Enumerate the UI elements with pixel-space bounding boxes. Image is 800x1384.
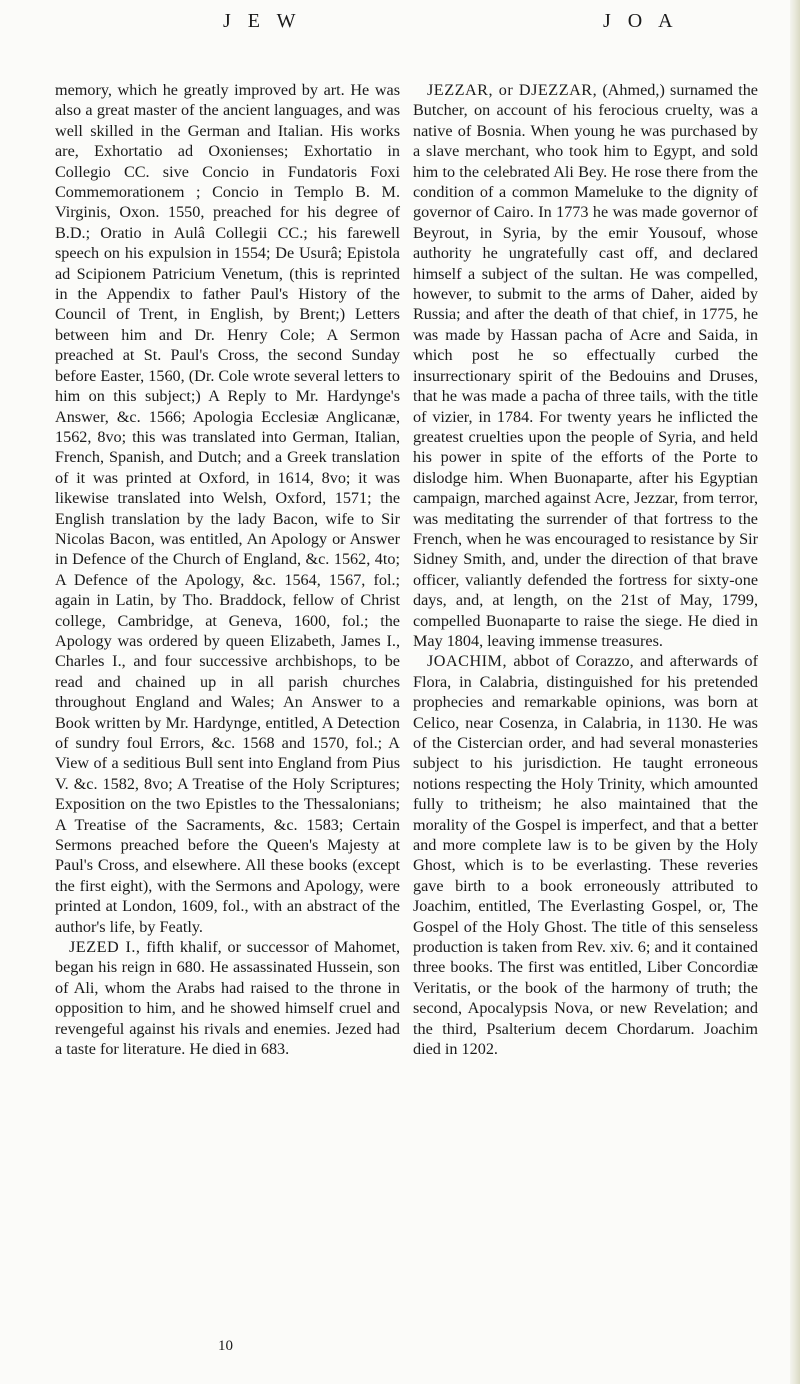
running-head-right: J O A	[603, 10, 679, 32]
entry-jezzar-text: (Ahmed,) surnamed the Butcher, on account of his ferocious cruelty, was a native of Bosnia. When young he was purchased by a slave merchant, who took him to Egypt, and sold him to the celebrated Ali Bey. He rose there from the condition of a common Mameluke to the dignity of governor of Cairo. In 1773 he was made governor of Beyrout, in Syria, by the emir Yousouf, whose authority he ungratefully cast off, and declared himself a subject of the sultan. He was compelled, however, to submit to the arms of Daher, aided by Russia; and after the death of that chief, in 1775, he was made by Hassan pacha of Acre and Saida, in which post he so effectually curbed the insurrectionary spirit of the Bedouins and Druses, that he was made a pacha of three tails, with the title of vizier, in 1784. For twenty years he inflicted the greatest cruelties upon the people of Syria, and held his power in spite of the efforts of the Porte to dislodge him. When Buonaparte, after his Egyptian campaign, marched against Acre, Jezzar, from terror, was meditating the surrender of that fortress to the French, when he was encouraged to resistance by Sir Sidney Smith, and, under the direction of that brave officer, valiantly defended the fortress for sixty-one days, and, at length, on the 21st of May, 1799, compelled Buonaparte to raise the siege. He died in May 1804, leaving immense treasures.	[413, 81, 758, 650]
jewel-entry-continuation: memory, which he greatly improved by art. He was also a great master of the ancient languages, and was well skilled in the German and Italian. His works are, Exhortatio ad Oxonienses; Exhortatio in Collegio CC. sive Concio in Fundatoris Foxi Commemorationem ; Concio in Templo B. M. Virginis, Oxon. 1550, preached for his degree of B.D.; Oratio in Aulâ Collegii CC.; his farewell speech on his expulsion in 1554; De Usurâ; Epistola ad Scipionem Patricium Venetum, (this is reprinted in the Appendix to father Paul's History of the Council of Trent, in English, by Brent;) Letters between him and Dr. Henry Cole; A Sermon preached at St. Paul's Cross, the second Sunday before Easter, 1560, (Dr. Cole wrote several letters to him on this subject;) A Reply to Mr. Hardynge's Answer, &c. 1566; Apologia Ecclesiæ Anglicanæ, 1562, 8vo; this was translated into German, Italian, French, Spanish, and Dutch; and a Greek translation of it was printed at Oxford, in 1614, 8vo; it was likewise translated into Welsh, Oxford, 1571; the English translation by the lady Bacon, wife to Sir Nicolas Bacon, was entitled, An Apology or Answer in Defence of the Church of England, &c. 1562, 4to; A Defence of the Apology, &c. 1564, 1567, fol.; again in Latin, by Tho. Braddock, fellow of Christ college, Cambridge, at Geneva, 1600, fol.; the Apology was ordered by queen Elizabeth, James I., Charles I., and four successive archbishops, to be read and chained up in all parish churches throughout England and Wales; An Answer to a Book written by Mr. Hardynge, entitled, A Detection of sundry foul Errors, &c. 1568 and 1570, fol.; A View of a seditious Bull sent into England from Pius V. &c. 1582, 8vo; A Treatise of the Holy Scriptures; Exposition on the two Epistles to the Thessalonians; A Treatise of the Sacraments, &c. 1583; Certain Sermons preached before the Queen's Majesty at Paul's Cross, and elsewhere. All these books (except the first eight), with the Sermons and Apology, were printed at London, 1609, fol., with an abstract of the author's life, by Featly.	[55, 81, 401, 936]
right-column	[413, 80, 758, 1060]
entry-jezzar	[413, 80, 758, 651]
entry-joachim-text: abbot of Corazzo, and afterwards of Flora, in Calabria, distinguished for his pretended prophecies and remarkable opinions, was born at Celico, near Cosenza, in Calabria, in 1130. He was of the Cistercian order, and had several monasteries subject to his jurisdiction. He taught erroneous notions respecting the Holy Trinity, which amounted fully to tritheism; he also maintained that the morality of the Gospel is imperfect, and that a better and more complete law is to be given by the Holy Ghost, which is to be everlasting. These reveries gave birth to a book erroneously attributed to Joachim, entitled, The Everlasting Gospel, or, The Gospel of the Holy Ghost. The title of this senseless production is taken from Rev. xiv. 6; and it contained three books. The first was entitled, Liber Concordiæ Veritatis, or the book of the harmony of truth; the second, Apocalypsis Nova, or new Revelation; and the third, Psalterium decem Chordarum. Joachim died in 1202.	[413, 652, 758, 1059]
left-column	[55, 80, 400, 1060]
running-head-left: J E W	[223, 10, 302, 32]
page-number: 10	[218, 1338, 233, 1354]
entry-joachim	[413, 651, 758, 1059]
entry-jezed-text: fifth khalif, or successor of Mahomet, began his reign in 680. He assassinated Hussein, son of Ali, whom the Arabs had raised to the throne in opposition to him, and he showed himself cruel and revengeful against his rivals and enemies. Jezed had a taste for literature. He died in 683.	[55, 938, 400, 1059]
headword-joachim: JOACHIM,	[427, 652, 507, 671]
entry-jezed	[55, 937, 400, 1059]
page-edge	[790, 0, 800, 1384]
headword-jezed: JEZED I.,	[69, 938, 141, 957]
headword-jezzar: JEZZAR, or DJEZZAR,	[427, 81, 598, 99]
